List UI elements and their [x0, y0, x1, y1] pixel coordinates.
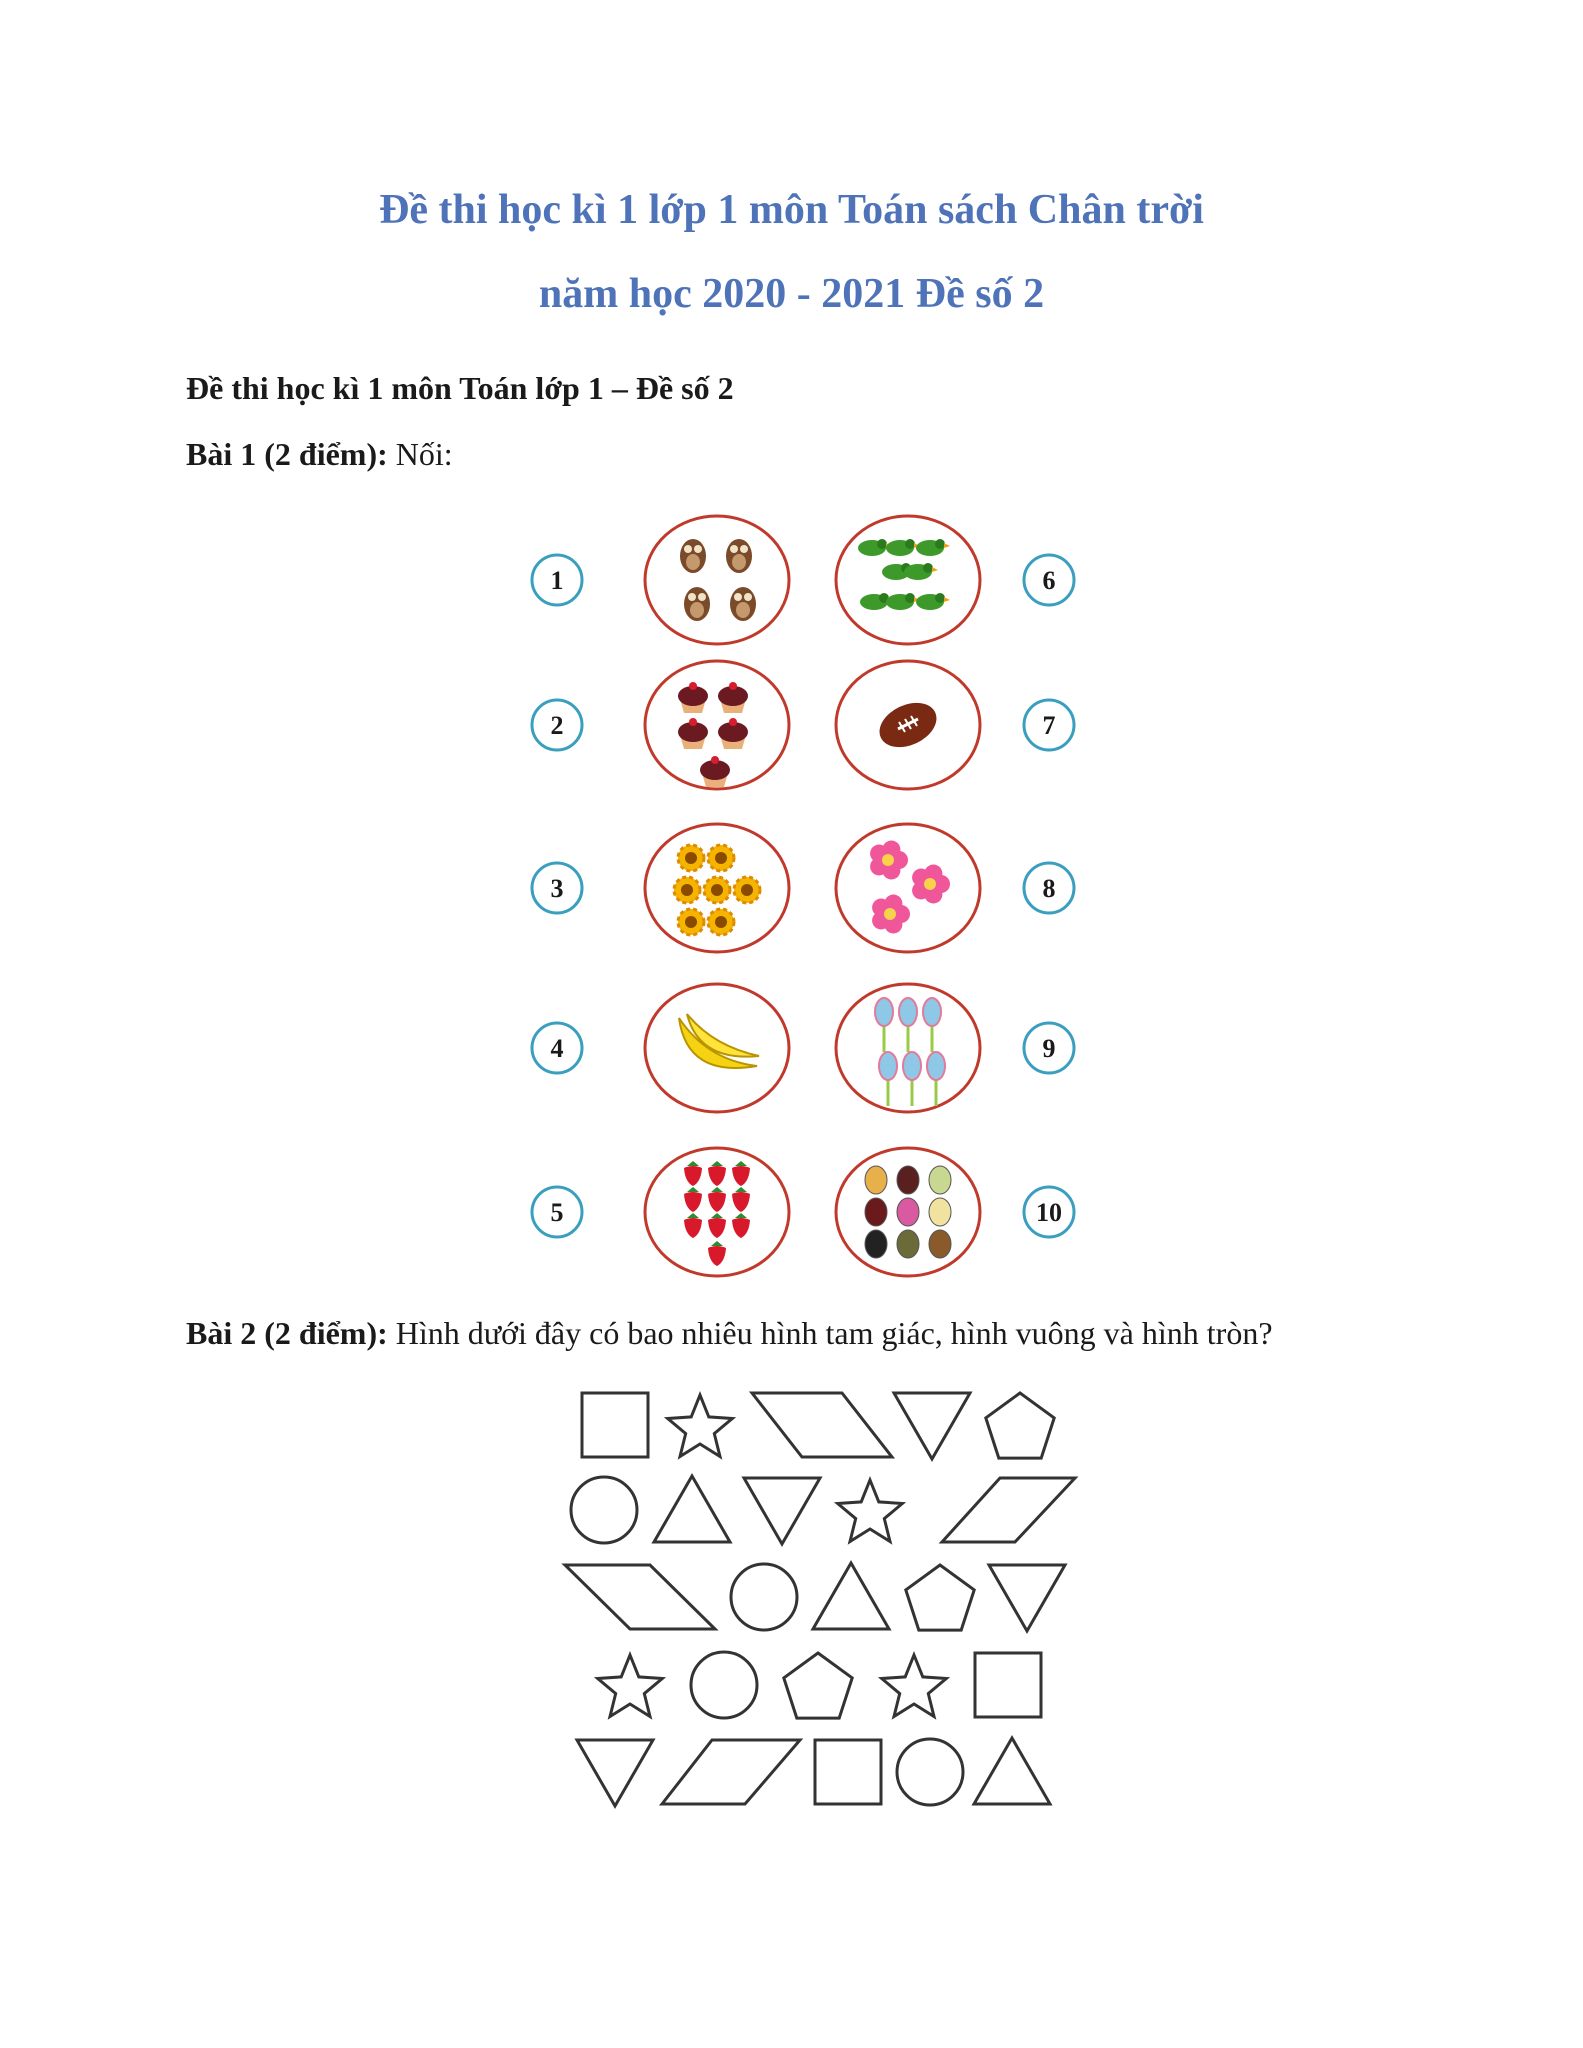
shape-parallelogram-wide — [565, 1565, 715, 1629]
left-picture-circle-4[interactable] — [645, 984, 789, 1112]
exam-heading: Đề thi học kì 1 môn Toán lớp 1 – Đề số 2 — [186, 370, 734, 406]
number-label: 9 — [1042, 1034, 1056, 1063]
shape-triangle-up — [813, 1563, 889, 1629]
right-number-5 — [1024, 1187, 1074, 1237]
left-number-1 — [532, 555, 582, 605]
page-title: Đề thi học kì 1 lớp 1 môn Toán sách Chân trời — [379, 187, 1204, 233]
shape-square — [975, 1653, 1041, 1717]
shape-star — [838, 1480, 903, 1542]
number-label: 3 — [550, 874, 564, 903]
number-label: 4 — [550, 1034, 564, 1063]
shape-star — [882, 1655, 947, 1717]
right-picture-circle-1[interactable] — [836, 516, 980, 644]
number-label: 8 — [1042, 874, 1056, 903]
right-picture-circle-3[interactable] — [836, 824, 980, 952]
left-picture-circle-2[interactable] — [645, 661, 789, 789]
number-label: 1 — [550, 566, 564, 595]
page-subtitle: năm học 2020 - 2021 Đề số 2 — [538, 271, 1045, 317]
shapes-grid — [565, 1393, 1075, 1806]
right-number-4 — [1024, 1023, 1074, 1073]
right-picture-circle-5[interactable] — [836, 1148, 980, 1276]
shape-triangle-down — [577, 1740, 653, 1806]
right-picture-circle-2[interactable] — [836, 661, 980, 789]
shape-circle — [731, 1564, 797, 1630]
right-number-3 — [1024, 863, 1074, 913]
right-picture-circle-4[interactable] — [836, 984, 980, 1112]
number-label: 10 — [1036, 1198, 1062, 1227]
exercise-1-label: Bài 1 (2 điểm): — [186, 436, 388, 472]
shape-parallelogram — [942, 1478, 1075, 1542]
shape-triangle-up — [974, 1738, 1050, 1804]
shape-square — [582, 1393, 648, 1457]
shape-circle — [691, 1652, 757, 1718]
right-number-1 — [1024, 555, 1074, 605]
number-label: 5 — [550, 1198, 564, 1227]
left-picture-circle-3[interactable] — [645, 824, 789, 952]
shape-pentagon — [784, 1653, 852, 1718]
left-number-3 — [532, 863, 582, 913]
left-picture-circle-1[interactable] — [645, 516, 789, 644]
shape-star — [598, 1655, 663, 1717]
left-picture-circle-5[interactable] — [645, 1148, 789, 1276]
exercise-2-label: Bài 2 (2 điểm): — [186, 1315, 388, 1351]
exercise-1-text: Nối: — [387, 436, 453, 472]
shape-circle — [897, 1739, 963, 1805]
shape-pentagon — [906, 1565, 974, 1630]
shape-circle — [571, 1477, 637, 1543]
right-number-2 — [1024, 700, 1074, 750]
egg-icon — [865, 1166, 951, 1258]
exercise-2-text: Hình dưới đây có bao nhiêu hình tam giác, hình vuông và hình tròn? — [387, 1315, 1273, 1351]
shape-triangle-up — [654, 1476, 730, 1542]
left-number-5 — [532, 1187, 582, 1237]
shape-parallelogram — [662, 1740, 800, 1804]
shape-triangle-down — [744, 1478, 820, 1544]
number-label: 7 — [1042, 711, 1056, 740]
number-label: 2 — [550, 711, 564, 740]
shape-square — [815, 1740, 881, 1804]
shape-triangle-down — [894, 1393, 970, 1459]
number-label: 6 — [1042, 566, 1056, 595]
shape-triangle-down — [989, 1565, 1065, 1631]
shape-star — [668, 1395, 733, 1457]
shape-parallelogram — [752, 1393, 892, 1457]
left-number-4 — [532, 1023, 582, 1073]
left-number-2 — [532, 700, 582, 750]
shape-pentagon — [986, 1393, 1054, 1458]
